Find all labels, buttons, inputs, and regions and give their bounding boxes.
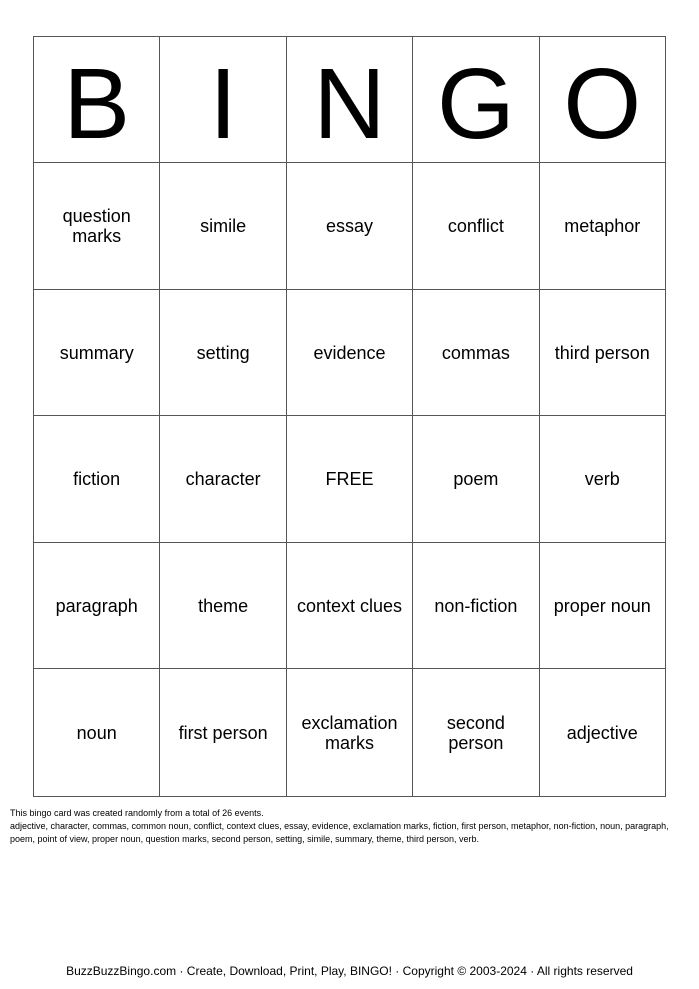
bingo-cell: character (160, 416, 286, 543)
bingo-cell: question marks (34, 163, 160, 290)
free-space-cell: FREE (286, 416, 412, 543)
bingo-row (34, 669, 666, 797)
page-footer (0, 963, 699, 979)
bingo-cell: non-fiction (413, 543, 539, 669)
bingo-cell: setting (160, 290, 286, 416)
bingo-cell: evidence (286, 290, 412, 416)
bingo-cell: commas (413, 290, 539, 416)
bingo-cell: adjective (539, 669, 665, 797)
created-note: This bingo card was created randomly from a total of 26 events. (10, 808, 264, 818)
card-info (10, 807, 670, 846)
bingo-cell: fiction (34, 416, 160, 543)
bingo-row (34, 543, 666, 669)
bingo-cell: conflict (413, 163, 539, 290)
footer-text: BuzzBuzzBingo.com · Create, Download, Print, Play, BINGO! · Copyright © 2003-2024 · All rights reserved (66, 964, 633, 978)
bingo-row (34, 163, 666, 290)
bingo-cell: simile (160, 163, 286, 290)
header-letter-n: N (286, 37, 412, 163)
bingo-row (34, 416, 666, 543)
bingo-cell: proper noun (539, 543, 665, 669)
bingo-cell: third person (539, 290, 665, 416)
bingo-cell: first person (160, 669, 286, 797)
bingo-cell: context clues (286, 543, 412, 669)
bingo-cell: poem (413, 416, 539, 543)
bingo-header-row (34, 37, 666, 163)
bingo-cell: noun (34, 669, 160, 797)
header-letter-i: I (160, 37, 286, 163)
bingo-cell: essay (286, 163, 412, 290)
bingo-cell: second person (413, 669, 539, 797)
header-letter-b: B (34, 37, 160, 163)
bingo-cell: summary (34, 290, 160, 416)
bingo-row (34, 290, 666, 416)
events-list: adjective, character, commas, common noun, conflict, context clues, essay, evidence, exclamation marks, fiction, first person, metaphor, non-fiction, noun, paragraph, poem, point of view, proper noun, question marks, second person, setting, simile, summary, theme, third person, verb. (10, 821, 669, 844)
header-letter-g: G (413, 37, 539, 163)
bingo-card-grid (33, 36, 666, 797)
header-letter-o: O (539, 37, 665, 163)
bingo-cell: verb (539, 416, 665, 543)
bingo-cell: paragraph (34, 543, 160, 669)
bingo-cell: theme (160, 543, 286, 669)
bingo-cell: exclamation marks (286, 669, 412, 797)
bingo-cell: metaphor (539, 163, 665, 290)
